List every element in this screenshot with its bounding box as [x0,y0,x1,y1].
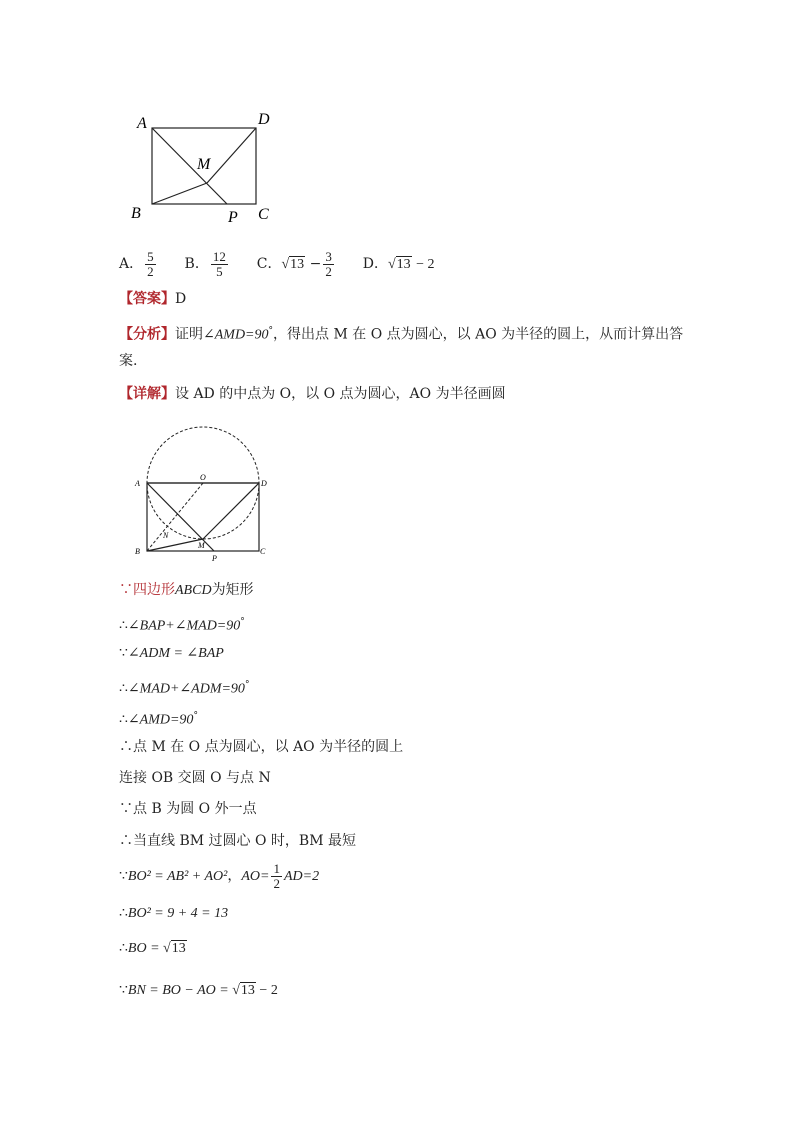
option-c: C．√13 − $\frac{3}{2}$ [256,248,332,279]
segment-bm-2 [147,539,203,551]
step-12: ∴BO = √13 [119,940,186,956]
option-b: B． $\frac{12}{5}$ [184,248,226,279]
step-5: ∴∠AMD=90° [119,711,198,728]
step-4: ∴∠MAD+∠ADM=90° [119,680,250,697]
step-8: ∵点 B 为圆 O 外一点 [119,801,257,817]
label-n: N [163,531,169,540]
step-3: ∵∠ADM = ∠BAP [119,645,224,661]
answer-line: 【答案】D [119,291,187,307]
label-d: D [258,111,270,128]
step-11: ∴BO² = 9 + 4 = 13 [119,905,229,921]
label-b: B [131,205,141,222]
label-c: C [258,206,269,223]
label-p-2: P [212,554,217,563]
segment-dm-2 [203,483,259,539]
option-d: D．√13 − 2 [362,256,435,272]
figure-rectangle [125,105,285,230]
segment-ap [152,128,227,204]
step-1: ∵四边形ABCD为矩形 [119,582,254,598]
analysis-line-2: 案. [119,353,138,369]
step-10: ∵BO² = AB² + AO²，AO= $\frac{1}{2}$ AD=2 [119,860,320,891]
step-9: ∴当直线 BM 过圆心 O 时，BM 最短 [119,833,356,849]
analysis-line: 【分析】证明∠AMD=90°，得出点 M 在 O 点为圆心，以 AO 为半径的圆上，从而计算出答 [119,326,684,343]
label-a: A [137,115,147,132]
label-c-2: C [260,547,266,556]
step-13: ∵BN = BO − AO = √13 − 2 [119,982,278,998]
step-7: 连接 OB 交圆 O 与点 N [119,770,271,786]
label-m: M [197,156,211,173]
segment-bm [152,183,207,204]
step-6: ∴点 M 在 O 点为圆心，以 AO 为半径的圆上 [119,739,404,755]
label-a-2: A [135,479,140,488]
step-2: ∴∠BAP+∠MAD=90° [119,617,245,634]
label-b-2: B [135,547,140,556]
option-a: A． $\frac{5}{2}$ [119,248,154,279]
label-o: O [200,473,206,482]
label-m-2: M [198,541,205,550]
detail-line: 【详解】设 AD 的中点为 O，以 O 点为圆心，AO 为半径画圆 [119,386,506,402]
label-d-2: D [261,479,267,488]
segment-dm [207,128,256,183]
answer-options [119,248,435,280]
figure-circle [130,420,280,565]
label-p: P [228,209,238,226]
